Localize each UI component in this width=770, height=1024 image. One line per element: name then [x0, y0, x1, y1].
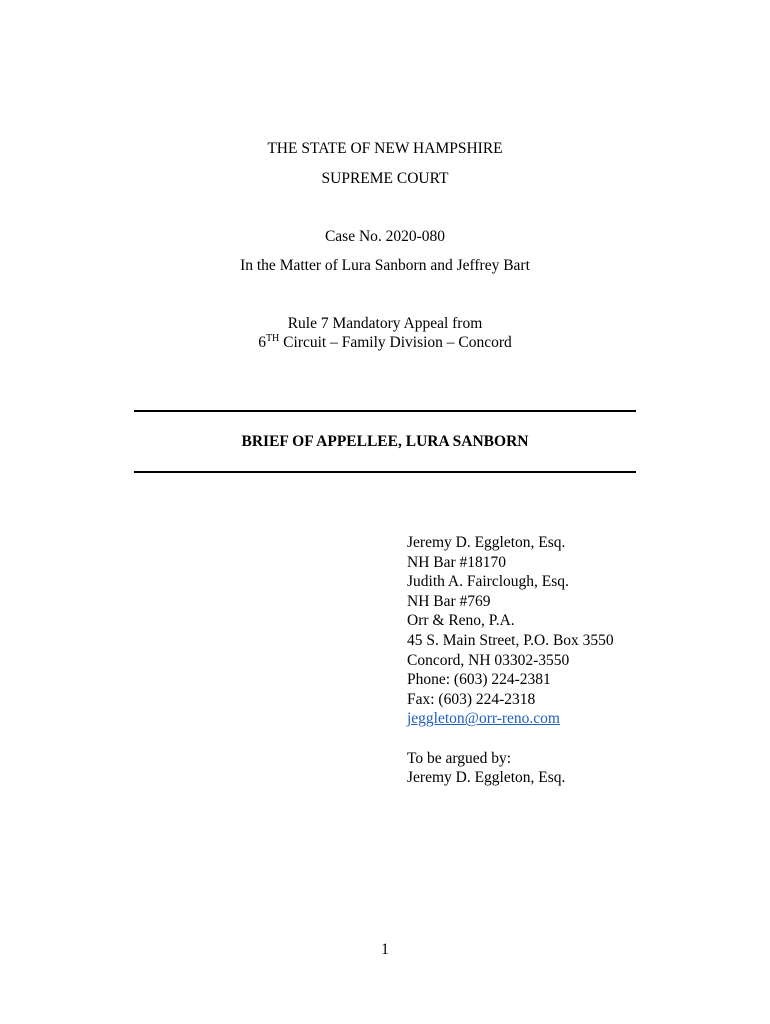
spacer — [407, 729, 614, 749]
counsel-line: Jeremy D. Eggleton, Esq. — [407, 534, 566, 551]
counsel-line: Fax: (603) 224-2318 — [407, 690, 536, 708]
email-link[interactable]: jeggleton@orr-reno.com — [407, 710, 560, 728]
appeal-line-2 — [0, 334, 770, 352]
counsel-line: Phone: (603) 224-2381 — [407, 671, 551, 689]
top-divider — [134, 410, 636, 412]
counsel-block — [407, 533, 614, 788]
counsel-line: 45 S. Main Street, P.O. Box 3550 — [407, 631, 614, 649]
court-heading: SUPREME COURT — [321, 170, 449, 187]
argued-by-name: Jeremy D. Eggleton, Esq. — [407, 769, 566, 787]
counsel-line: Judith A. Fairclough, Esq. — [407, 573, 569, 591]
counsel-line: NH Bar #769 — [407, 592, 491, 610]
argued-by-label: To be argued by: — [407, 749, 512, 767]
brief-title: BRIEF OF APPELLEE, LURA SANBORN — [241, 433, 529, 450]
circuit-description: Circuit – Family Division – Concord — [279, 334, 512, 351]
page-number: 1 — [381, 941, 389, 958]
counsel-line: Concord, NH 03302-3550 — [407, 651, 570, 669]
case-matter: In the Matter of Lura Sanborn and Jeffrey Bart — [240, 257, 530, 274]
circuit-ordinal-superscript: TH — [265, 332, 280, 344]
state-heading: THE STATE OF NEW HAMPSHIRE — [267, 140, 503, 157]
counsel-line: NH Bar #18170 — [407, 553, 507, 571]
case-number: Case No. 2020-080 — [324, 228, 446, 245]
bottom-divider — [134, 471, 636, 473]
appeal-line-1: Rule 7 Mandatory Appeal from — [287, 315, 483, 332]
circuit-number: 6 — [258, 334, 266, 351]
counsel-line: Orr & Reno, P.A. — [407, 612, 515, 630]
